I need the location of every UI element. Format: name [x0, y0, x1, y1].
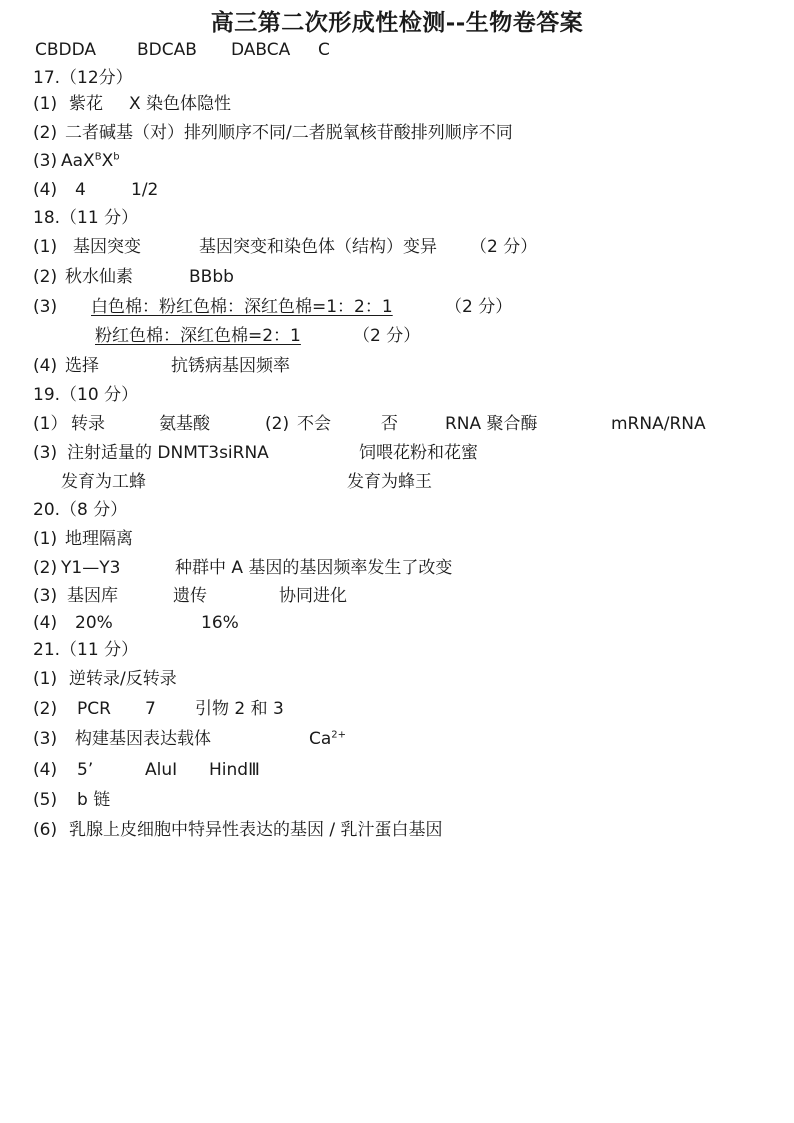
- answer-text: 逆转录/反转录: [69, 669, 177, 689]
- answer-text: Y1—Y3: [61, 558, 121, 578]
- item-number: (2): [33, 267, 58, 287]
- item-number: (1): [33, 94, 58, 114]
- item-number: (2): [265, 414, 290, 434]
- mc-group-3: DABCA: [231, 40, 291, 60]
- genotype-base: X: [101, 151, 114, 171]
- answer-text: 秋水仙素: [65, 267, 133, 287]
- answer-text: 地理隔离: [65, 529, 133, 549]
- answer-text: 转录: [71, 414, 105, 434]
- mc-group-1: CBDDA: [35, 40, 97, 60]
- answer-text: PCR: [77, 699, 111, 719]
- item-number: (4): [33, 356, 58, 376]
- answer-text: 二者碱基（对）排列顺序不同/二者脱氧核苷酸排列顺序不同: [65, 123, 513, 143]
- q20-header: 20.（8 分）: [33, 500, 128, 520]
- answer-text: 16%: [201, 613, 239, 633]
- q21-header: 21.（11 分）: [33, 640, 139, 660]
- answer-text: 基因库: [67, 586, 118, 606]
- answer-text: HindⅢ: [209, 760, 260, 780]
- genotype: [61, 149, 120, 173]
- answer-text: 饲喂花粉和花蜜: [359, 443, 478, 463]
- answer-text: 引物 2 和 3: [195, 699, 284, 719]
- q19-header: 19.（10 分）: [33, 385, 139, 405]
- item-number: (5): [33, 790, 58, 810]
- answer-text: 20%: [75, 613, 113, 633]
- score-note: （2 分）: [470, 237, 538, 257]
- answer-text: 否: [381, 414, 398, 434]
- answer-text: X 染色体隐性: [129, 94, 232, 114]
- answer-text-underlined: 粉红色棉：深红色棉=2：1: [95, 326, 301, 346]
- item-number: (1）: [33, 414, 68, 434]
- answer-text: AluI: [145, 760, 178, 780]
- q18-header: 18.（11 分）: [33, 208, 139, 228]
- ion-base: Ca: [309, 729, 332, 749]
- item-number: (3): [33, 729, 58, 749]
- item-number: (2): [33, 558, 58, 578]
- answer-text: BBbb: [189, 267, 234, 287]
- genotype-base: AaX: [61, 151, 95, 171]
- answer-text: 不会: [297, 414, 331, 434]
- answer-text-underlined: 白色棉：粉红色棉：深红色棉=1：2：1: [91, 297, 393, 317]
- answer-text: 注射适量的 DNMT3siRNA: [67, 443, 269, 463]
- answer-text: 协同进化: [279, 586, 347, 606]
- item-number: (3): [33, 443, 58, 463]
- item-number: (4): [33, 760, 58, 780]
- answer-text: 发育为蜂王: [347, 472, 432, 492]
- answer-text: 种群中 A 基因的基因频率发生了改变: [175, 558, 453, 578]
- answer-text: 5’: [77, 760, 94, 780]
- item-number: (2): [33, 699, 58, 719]
- answer-text: 紫花: [69, 94, 103, 114]
- answer-text: mRNA/RNA: [611, 414, 706, 434]
- answer-text: 发育为工蜂: [61, 472, 146, 492]
- score-note: （2 分）: [445, 297, 513, 317]
- answer-text: b 链: [77, 790, 111, 810]
- ion-text: [309, 727, 346, 751]
- answer-text: 抗锈病基因频率: [171, 356, 290, 376]
- answer-text: 氨基酸: [159, 414, 210, 434]
- item-number: (4): [33, 180, 58, 200]
- mc-group-2: BDCAB: [137, 40, 197, 60]
- item-number: (3): [33, 151, 58, 171]
- mc-group-4: C: [318, 40, 330, 60]
- answer-text: 基因突变和染色体（结构）变异: [199, 237, 437, 257]
- page-title: 高三第二次形成性检测--生物卷答案: [210, 9, 584, 36]
- item-number: (1): [33, 237, 58, 257]
- item-number: (1): [33, 529, 58, 549]
- score-note: （2 分）: [353, 326, 421, 346]
- answer-text: 1/2: [131, 180, 159, 200]
- item-number: (4): [33, 613, 58, 633]
- genotype-sup: B: [94, 151, 102, 163]
- answer-text: 乳腺上皮细胞中特异性表达的基因 / 乳汁蛋白基因: [69, 820, 443, 840]
- answer-text: 7: [145, 699, 156, 719]
- ion-charge: 2+: [331, 729, 347, 741]
- item-number: (1): [33, 669, 58, 689]
- answer-text: 选择: [65, 356, 99, 376]
- item-number: (2): [33, 123, 58, 143]
- answer-text: 基因突变: [73, 237, 141, 257]
- answer-text: 构建基因表达载体: [75, 729, 211, 749]
- item-number: (6): [33, 820, 58, 840]
- item-number: (3): [33, 586, 58, 606]
- item-number: (3): [33, 297, 58, 317]
- answer-text: 遗传: [173, 586, 207, 606]
- genotype-sup: b: [113, 151, 120, 163]
- answer-text: RNA 聚合酶: [445, 414, 538, 434]
- answer-text: 4: [75, 180, 86, 200]
- q17-header: 17.（12分）: [33, 68, 133, 88]
